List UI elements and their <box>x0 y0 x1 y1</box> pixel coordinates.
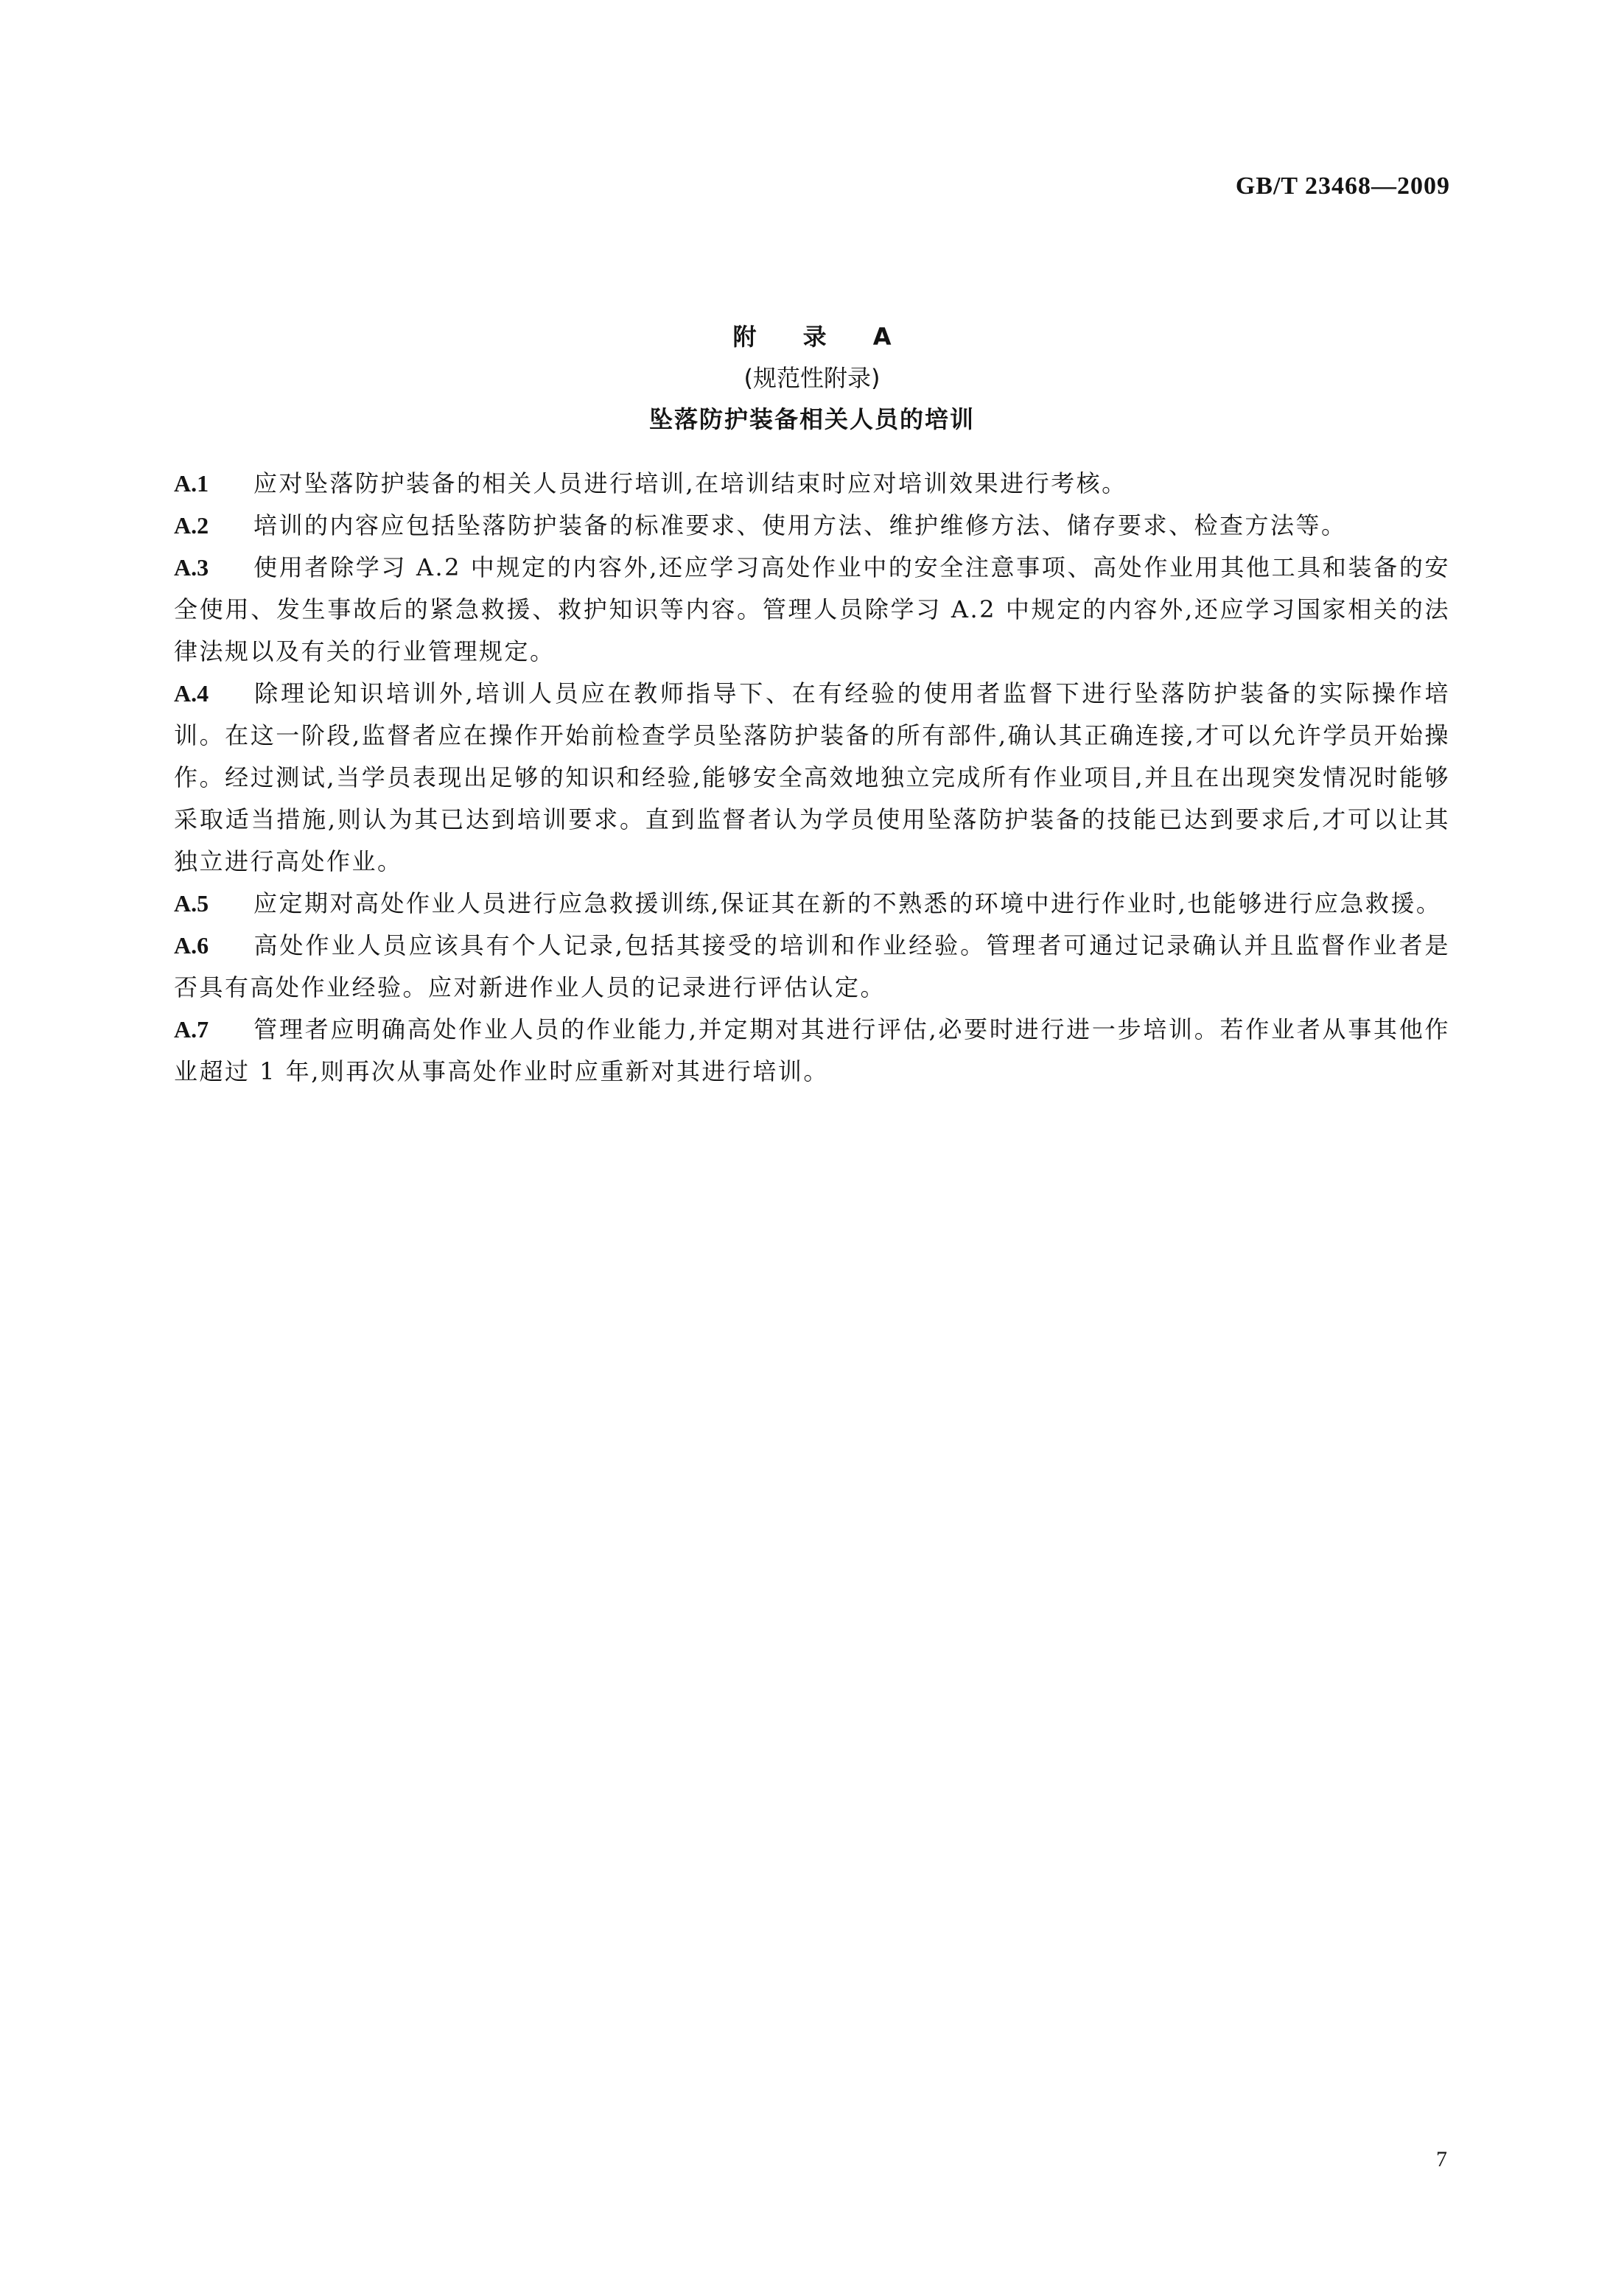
clause-a3 <box>174 547 1450 673</box>
clause-number: A.5 <box>174 890 209 917</box>
annex-title: 坠落防护装备相关人员的培训 <box>648 405 975 433</box>
standard-code: GB/T 23468—2009 <box>1235 172 1450 200</box>
clause-a6 <box>174 925 1450 1009</box>
clause-a7 <box>174 1009 1450 1093</box>
clause-a5 <box>174 883 1450 925</box>
annex-type: (规范性附录) <box>743 364 881 392</box>
clause-text: 培训的内容应包括坠落防护装备的标准要求、使用方法、维护维修方法、储存要求、检查方法等。 <box>253 511 1347 539</box>
clause-number: A.1 <box>174 470 209 497</box>
clause-a1 <box>174 463 1450 505</box>
annex-label: 附 录 A <box>732 323 911 351</box>
clause-number: A.2 <box>174 512 209 539</box>
clause-a2 <box>174 505 1450 547</box>
clause-number: A.6 <box>174 932 209 959</box>
clause-text: 使用者除学习 A.2 中规定的内容外,还应学习高处作业中的安全注意事项、高处作业用其他工具和装备的安全使用、发生事故后的紧急救援、救护知识等内容。管理人员除学习 A.2 中规定的内容外,还应学习国家相关的法律法规以及有关的行业管理规定。 <box>174 553 1450 665</box>
clause-text: 应定期对高处作业人员进行应急救援训练,保证其在新的不熟悉的环境中进行作业时,也能够进行应急救援。 <box>253 889 1442 917</box>
clause-a4 <box>174 673 1450 883</box>
clause-list <box>174 463 1450 1093</box>
clause-number: A.7 <box>174 1016 209 1043</box>
clause-text: 应对坠落防护装备的相关人员进行培训,在培训结束时应对培训效果进行考核。 <box>253 469 1127 497</box>
clause-number: A.3 <box>174 554 209 581</box>
clause-text: 高处作业人员应该具有个人记录,包括其接受的培训和作业经验。管理者可通过记录确认并且监督作业者是否具有高处作业经验。应对新进作业人员的记录进行评估认定。 <box>174 931 1450 1001</box>
clause-number: A.4 <box>174 680 209 707</box>
clause-text: 管理者应明确高处作业人员的作业能力,并定期对其进行评估,必要时进行进一步培训。若作业者从事其他作业超过 1 年,则再次从事高处作业时应重新对其进行培训。 <box>174 1015 1450 1085</box>
page-number: 7 <box>1436 2147 1447 2171</box>
clause-text: 除理论知识培训外,培训人员应在教师指导下、在有经验的使用者监督下进行坠落防护装备的实际操作培训。在这一阶段,监督者应在操作开始前检查学员坠落防护装备的所有部件,确认其正确连接,才可以允许学员开始操作。经过测试,当学员表现出足够的知识和经验,能够安全高效地独立完成所有作业项目,并且在出现突发情况时能够采取适当措施,则认为其已达到培训要求。直到监督者认为学员使用坠落防护装备的技能已达到要求后,才可以让其独立进行高处作业。 <box>174 679 1450 875</box>
